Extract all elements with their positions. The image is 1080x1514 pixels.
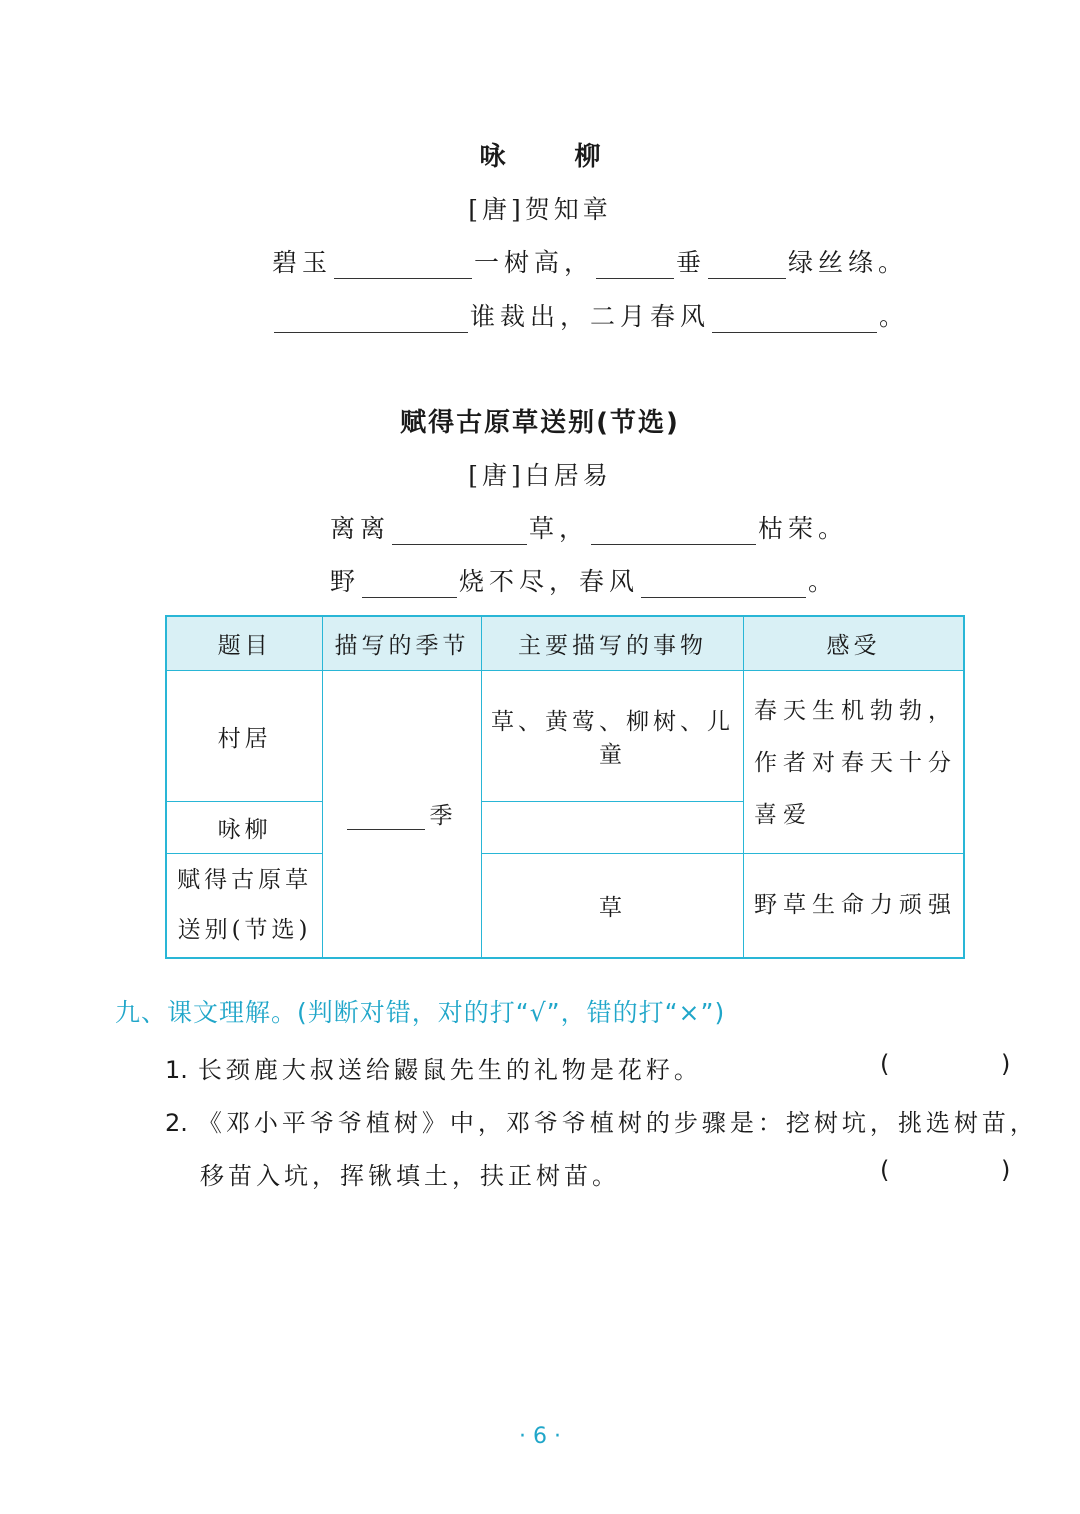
question-2-cont: 移苗入坑，挥锹填土，扶正树苗。 (200, 1162, 620, 1190)
fill-blank[interactable] (334, 250, 472, 279)
fill-blank[interactable] (712, 304, 877, 333)
fill-blank[interactable] (392, 516, 527, 545)
cell-things-cunju: 草、黄莺、柳树、儿童 (481, 671, 743, 802)
poem-text: 。 (879, 302, 910, 331)
question-2 (165, 1103, 1038, 1138)
cell-season (323, 671, 482, 958)
poem1-line1 (272, 243, 908, 279)
poem2-author: [唐]白居易 (468, 461, 612, 490)
poem-text: 垂 (676, 248, 707, 277)
table-header-row (166, 616, 964, 671)
cell-title-fude: 赋得古原草送别(节选) (166, 854, 323, 958)
cell-feeling-grass: 野草生命力顽强 (744, 854, 964, 958)
header-feeling: 感受 (744, 616, 964, 671)
fill-blank[interactable] (274, 304, 468, 333)
question-text: 《邓小平爷爷植树》中，邓爷爷植树的步骤是：挖树坑，挑选树苗， (197, 1109, 1038, 1137)
cell-feeling-spring: 春天生机勃勃，作者对春天十分喜爱 (744, 671, 964, 854)
fill-blank[interactable] (641, 569, 806, 598)
poem-text: 离离 (330, 514, 391, 543)
poem-text: 绿丝绦。 (788, 248, 909, 277)
poem2-title: 赋得古原草送别(节选) (400, 408, 680, 438)
page-number: · 6 · (519, 1424, 561, 1449)
question-number: 1. (165, 1056, 188, 1084)
poem-text: 烧不尽，春风 (459, 567, 640, 596)
poem-text: 野 (330, 567, 361, 596)
header-season: 描写的季节 (323, 616, 482, 671)
cell-things-fude: 草 (481, 854, 743, 958)
poem1-line2 (272, 297, 909, 333)
poem-text: 谁裁出，二月春风 (470, 302, 711, 331)
poem-text: 碧玉 (272, 248, 333, 277)
question-1 (165, 1050, 702, 1085)
header-title: 题目 (166, 616, 323, 671)
fill-blank[interactable] (708, 250, 786, 279)
poem-text: 。 (808, 567, 839, 596)
poem-text: 枯荣。 (758, 514, 849, 543)
question-text: 长颈鹿大叔送给鼹鼠先生的礼物是花籽。 (197, 1056, 702, 1084)
poem2-line1 (330, 509, 848, 545)
table-row (166, 854, 964, 958)
fill-blank[interactable] (596, 250, 674, 279)
season-blank[interactable] (347, 807, 425, 830)
cell-title-yongliu: 咏柳 (166, 802, 323, 854)
poem1-title: 咏 柳 (479, 142, 631, 172)
poem-text: 一树高， (474, 248, 595, 277)
cell-things-yongliu-blank[interactable] (481, 802, 743, 854)
table-row (166, 671, 964, 802)
section-title: 九、课文理解。(判断对错，对的打“√”，错的打“×”) (115, 998, 726, 1027)
answer-paren[interactable]: ( ) (880, 1156, 1063, 1184)
poem2-line2 (330, 562, 838, 598)
fill-blank[interactable] (362, 569, 457, 598)
comparison-table (165, 615, 965, 959)
season-suffix: 季 (429, 803, 457, 830)
question-number: 2. (165, 1109, 188, 1137)
fill-blank[interactable] (591, 516, 756, 545)
answer-paren[interactable]: ( ) (880, 1050, 1063, 1078)
header-things: 主要描写的事物 (481, 616, 743, 671)
poem1-author: [唐]贺知章 (468, 195, 612, 224)
poem-text: 草， (529, 514, 590, 543)
cell-title-cunju: 村居 (166, 671, 323, 802)
